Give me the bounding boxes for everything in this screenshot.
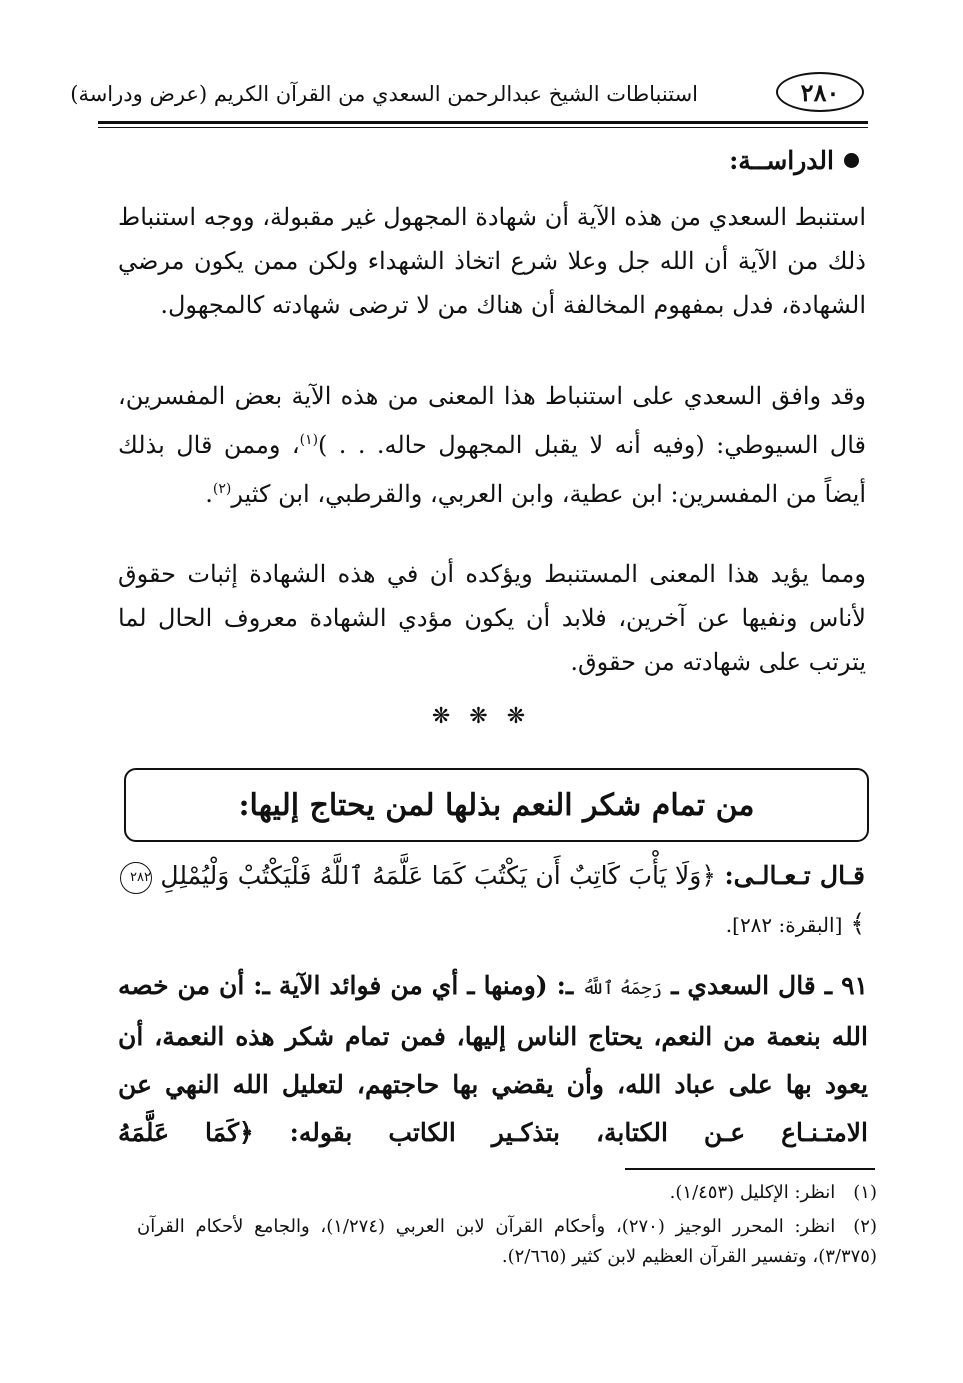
para2-part-b: ، وممن قال بذلك أيضاً من المفسرين: ابن عطية، وابن العربي، والقرطبي، ابن كثير xyxy=(118,431,866,508)
para2-part-a: وقد وافق السعدي على استنباط هذا المعنى من هذه الآية بعض المفسرين، قال السيوطي: (وفيه أنه لا يقبل المجهول حاله. . . ) xyxy=(118,382,866,459)
para2-part-c: . xyxy=(205,480,213,508)
item-text: ـ: (ومنها ـ أي من فوائد الآية ـ: أن من خصه الله بنعمة من النعم، يحتاج الناس إليها، فمن تمام شكر هذه النعمة، أن يعود بها على عباد الله، وأن يقضي بها حاجتهم، لتعليل الله النهي عن الامتـنـاع عـن الكتابة، بتذكـير الكاتب بقوله: ﴿كَمَا عَلَّمَهُ xyxy=(118,971,868,1147)
footnote-2-text: انظر: المحرر الوجيز (٢٧٠)، وأحكام القرآن لابن العربي (١/٢٧٤)، والجامع لأحكام القرآن (٣/٣٧٥)، وتفسير القرآن العظيم لابن كثير (٢/٦٦٥). xyxy=(137,1216,877,1267)
section-title: من تمام شكر النعم بذلها لمن يحتاج إليها: xyxy=(238,787,755,823)
page-number: ٢٨٠ xyxy=(776,72,864,112)
footnote-1 xyxy=(137,1178,877,1208)
ayah-number-icon: ٢٨٢ xyxy=(120,862,152,894)
item-lead: ٩١ ـ قال السعدي ـ xyxy=(671,971,868,1000)
section-separator: ❋ ❋ ❋ xyxy=(431,704,532,729)
study-heading xyxy=(729,146,859,175)
footnote-2 xyxy=(137,1212,877,1272)
footnote-1-number: (١) xyxy=(853,1182,877,1203)
bullet-icon xyxy=(844,153,859,168)
footnote-2-number: (٢) xyxy=(853,1216,877,1237)
study-heading-text: الدراســة: xyxy=(729,146,834,175)
footnote-ref-2[interactable]: (٢) xyxy=(212,481,232,497)
footnote-1-text: انظر: الإكليل (١/٤٥٣). xyxy=(669,1182,836,1203)
item-91-paragraph xyxy=(118,962,868,1157)
study-paragraph-1: استنبط السعدي من هذه الآية أن شهادة المجهول غير مقبولة، ووجه استنباط ذلك من الآية أن الله جل وعلا شرع اتخاذ الشهداء ولكن ممن يكون مرضي الشهادة، فدل بمفهوم المخالفة أن هناك من لا ترضى شهادته كالمجهول. xyxy=(118,203,866,319)
rahimahu-allah: رَحِمَهُ ٱللَّهُ xyxy=(582,978,663,999)
header-rule-thick xyxy=(98,121,868,124)
running-title: استنباطات الشيخ عبدالرحمن السعدي من القرآن الكريم (عرض ودراسة) xyxy=(70,82,698,106)
footnote-rule xyxy=(625,1168,875,1170)
header-rule-thin xyxy=(98,127,868,128)
study-paragraph-2 xyxy=(118,374,866,516)
qal-label: قـال تـعـالـى: xyxy=(724,861,865,890)
verse-close: ﴾ xyxy=(850,909,865,938)
verse-text: ﴿وَلَا يَأْبَ كَاتِبٌ أَن يَكْتُبَ كَمَا عَلَّمَهُ ٱللَّهُ فَلْيَكْتُبْ وَلْيُمْلِلِ xyxy=(160,861,717,890)
footnote-ref-1[interactable]: (١) xyxy=(299,432,319,448)
verse-paragraph xyxy=(120,852,865,949)
section-title-box xyxy=(124,768,869,842)
verse-reference: [البقرة: ٢٨٢]. xyxy=(725,913,843,937)
study-paragraph-3: ومما يؤيد هذا المعنى المستنبط ويؤكده أن في هذه الشهادة إثبات حقوق لأناس ونفيها عن آخرين، فلابد أن يكون مؤدي الشهادة معروف الحال لما يترتب على شهادته من حقوق. xyxy=(118,560,866,676)
